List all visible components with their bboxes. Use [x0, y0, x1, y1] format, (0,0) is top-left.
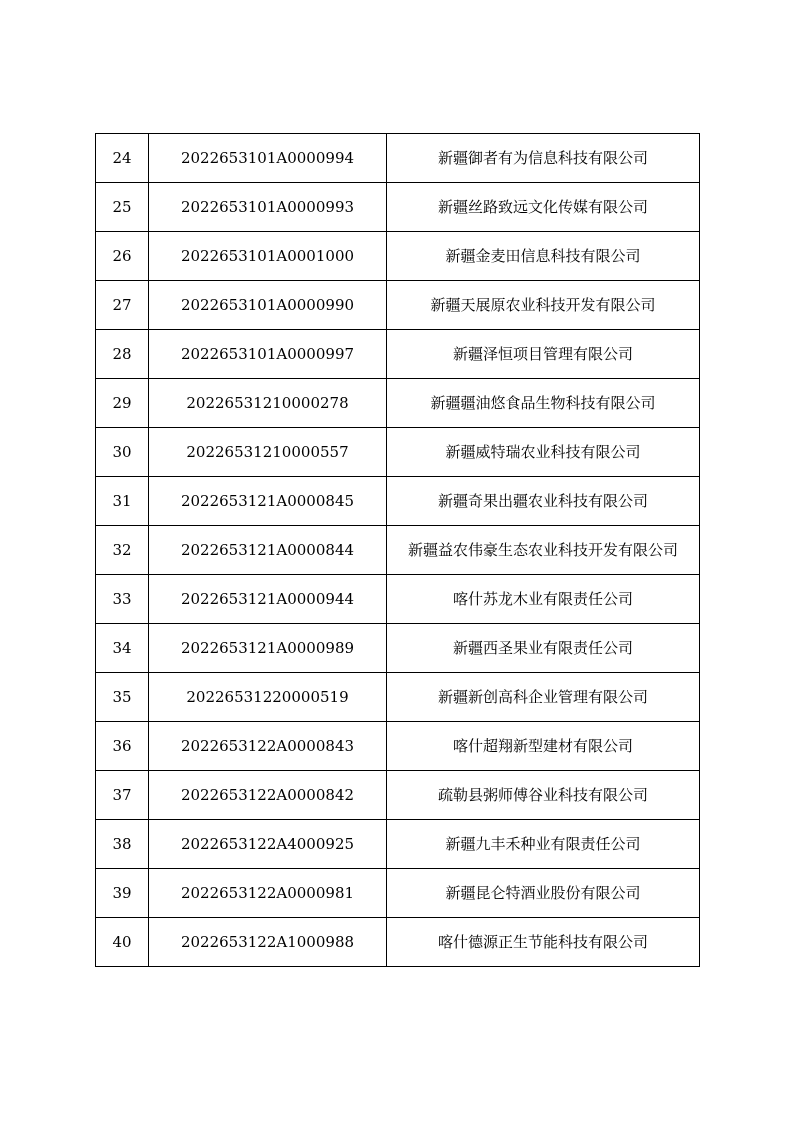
table-row	[96, 477, 700, 526]
table-row	[96, 232, 700, 281]
table-row	[96, 134, 700, 183]
registration-code: 2022653101A0001000	[149, 232, 387, 281]
company-name: 喀什苏龙木业有限责任公司	[387, 575, 700, 624]
row-number: 38	[96, 820, 149, 869]
table-row	[96, 379, 700, 428]
row-number: 39	[96, 869, 149, 918]
registration-code: 2022653122A0000842	[149, 771, 387, 820]
table-row	[96, 673, 700, 722]
table-body	[96, 134, 700, 967]
registration-code: 2022653122A0000981	[149, 869, 387, 918]
table-row	[96, 183, 700, 232]
company-name: 喀什超翔新型建材有限公司	[387, 722, 700, 771]
table-row	[96, 526, 700, 575]
row-number: 33	[96, 575, 149, 624]
company-name: 新疆天展原农业科技开发有限公司	[387, 281, 700, 330]
row-number: 36	[96, 722, 149, 771]
table-row	[96, 918, 700, 967]
company-name: 新疆九丰禾种业有限责任公司	[387, 820, 700, 869]
company-name: 新疆新创高科企业管理有限公司	[387, 673, 700, 722]
company-name: 新疆益农伟豪生态农业科技开发有限公司	[387, 526, 700, 575]
table-row	[96, 428, 700, 477]
row-number: 34	[96, 624, 149, 673]
company-roster-table	[95, 133, 700, 967]
registration-code: 2022653121A0000844	[149, 526, 387, 575]
row-number: 26	[96, 232, 149, 281]
row-number: 37	[96, 771, 149, 820]
registration-code: 2022653101A0000993	[149, 183, 387, 232]
table-row	[96, 869, 700, 918]
row-number: 27	[96, 281, 149, 330]
registration-code: 2022653121A0000989	[149, 624, 387, 673]
table-row	[96, 722, 700, 771]
table-row	[96, 575, 700, 624]
registration-code: 2022653101A0000994	[149, 134, 387, 183]
row-number: 25	[96, 183, 149, 232]
company-name: 新疆西圣果业有限责任公司	[387, 624, 700, 673]
table-row	[96, 771, 700, 820]
row-number: 24	[96, 134, 149, 183]
row-number: 29	[96, 379, 149, 428]
registration-code: 2022653122A1000988	[149, 918, 387, 967]
company-name: 新疆奇果出疆农业科技有限公司	[387, 477, 700, 526]
table-row	[96, 624, 700, 673]
row-number: 32	[96, 526, 149, 575]
table-row	[96, 330, 700, 379]
row-number: 30	[96, 428, 149, 477]
row-number: 40	[96, 918, 149, 967]
row-number: 28	[96, 330, 149, 379]
company-name: 新疆御者有为信息科技有限公司	[387, 134, 700, 183]
registration-code: 2022653122A4000925	[149, 820, 387, 869]
row-number: 35	[96, 673, 149, 722]
registration-code: 2022653101A0000997	[149, 330, 387, 379]
table-row	[96, 281, 700, 330]
company-name: 新疆威特瑞农业科技有限公司	[387, 428, 700, 477]
registration-code: 20226531210000557	[149, 428, 387, 477]
registration-code: 20226531220000519	[149, 673, 387, 722]
registration-code: 2022653121A0000845	[149, 477, 387, 526]
row-number: 31	[96, 477, 149, 526]
company-name: 疏勒县粥师傅谷业科技有限公司	[387, 771, 700, 820]
company-name: 喀什德源正生节能科技有限公司	[387, 918, 700, 967]
company-name: 新疆昆仑特酒业股份有限公司	[387, 869, 700, 918]
registration-code: 2022653122A0000843	[149, 722, 387, 771]
registration-code: 2022653121A0000944	[149, 575, 387, 624]
registration-code: 2022653101A0000990	[149, 281, 387, 330]
company-name: 新疆金麦田信息科技有限公司	[387, 232, 700, 281]
registration-code: 20226531210000278	[149, 379, 387, 428]
company-name: 新疆丝路致远文化传媒有限公司	[387, 183, 700, 232]
company-name: 新疆疆油悠食品生物科技有限公司	[387, 379, 700, 428]
company-name: 新疆泽恒项目管理有限公司	[387, 330, 700, 379]
table-row	[96, 820, 700, 869]
